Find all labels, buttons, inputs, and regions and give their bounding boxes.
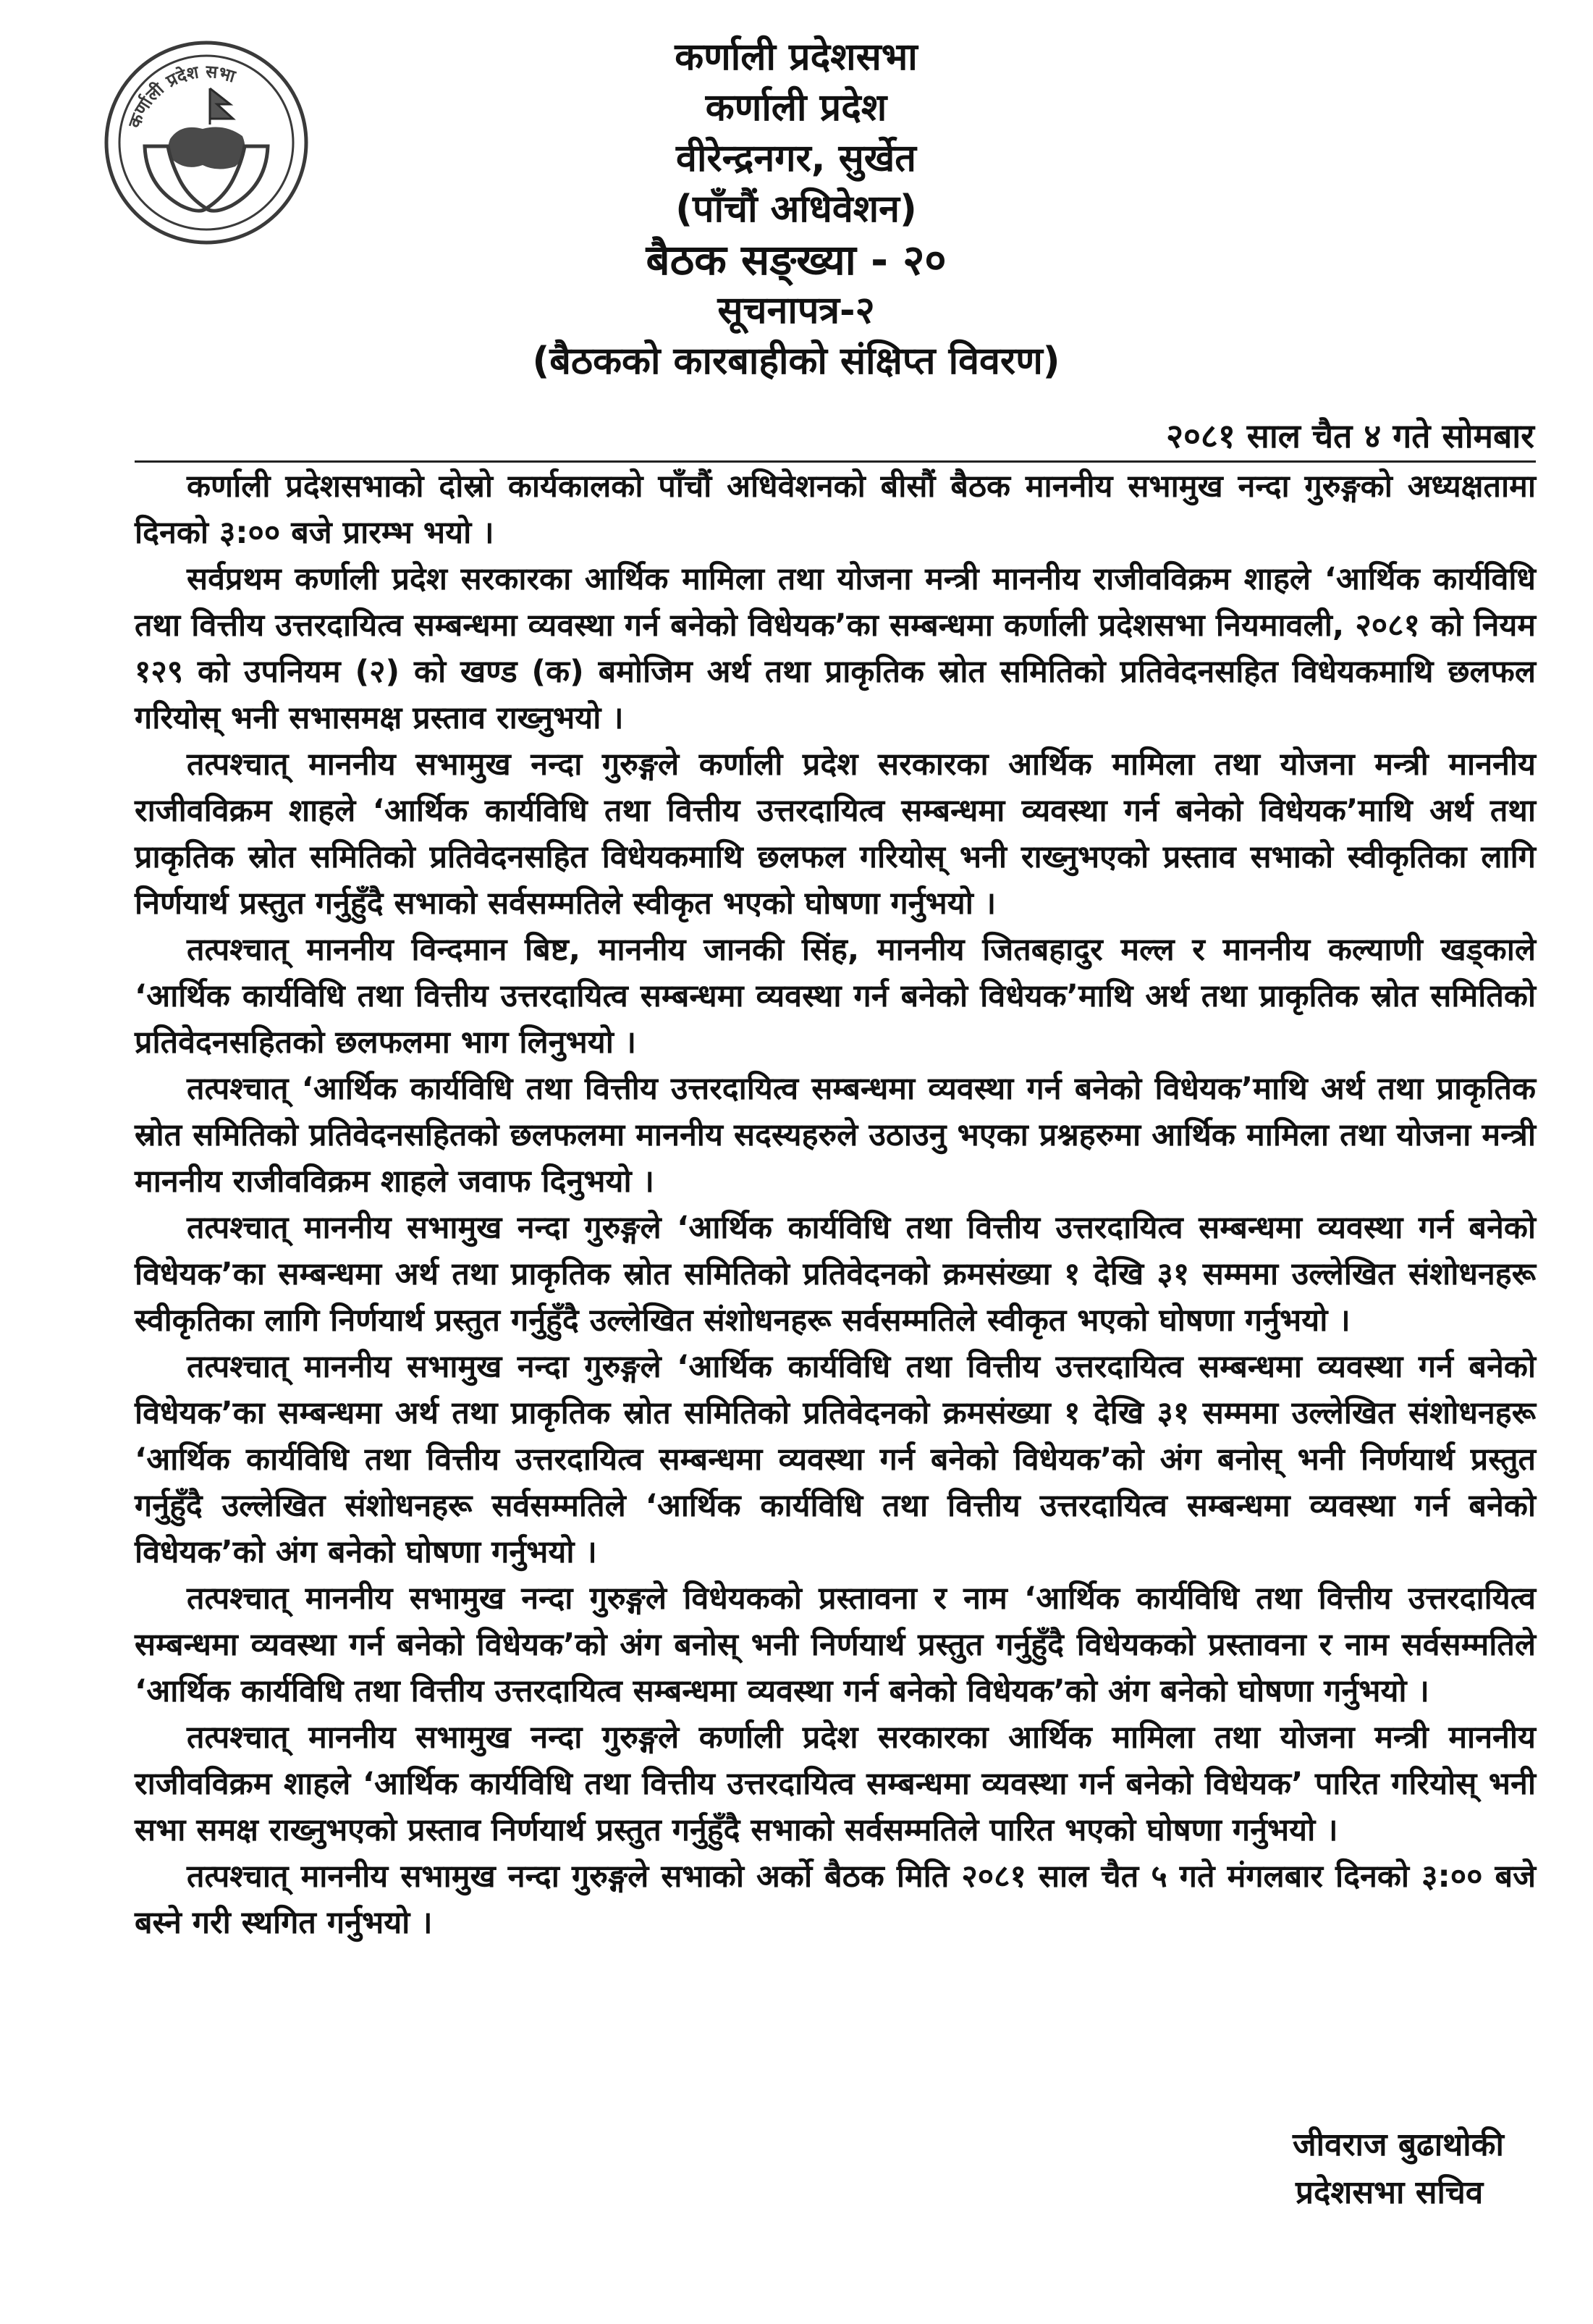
paragraph: तत्पश्चात् माननीय सभामुख नन्दा गुरुङ्गले ‘आर्थिक कार्यविधि तथा वित्तीय उत्तरदायित्व सम्बन्धमा व्यवस्था गर्न बनेको विधेयक’का सम्बन्धमा अर्थ तथा प्राकृतिक स्रोत समितिको प्रतिवेदनको क्रमसंख्या १ देखि ३१ सम्ममा उल्लेखित संशोधनहरू स्वीकृतिका लागि निर्णयार्थ प्रस्तुत गर्नुहुँदै उल्लेखित संशोधनहरू सर्वसम्मतिले स्वीकृत भएको घोषणा गर्नुभयो । — [135, 1210, 1536, 1339]
notice-number: सूचनापत्र-२ — [717, 289, 875, 332]
notice-subtitle: (बैठकको कारबाहीको संक्षिप्त विवरण) — [532, 340, 1060, 383]
session: (पाँचौं अधिवेशन) — [675, 188, 917, 231]
paragraph: सर्वप्रथम कर्णाली प्रदेश सरकारका आर्थिक मामिला तथा योजना मन्त्री माननीय राजीवविक्रम शाहले ‘आर्थिक कार्यविधि तथा वित्तीय उत्तरदायित्व सम्बन्धमा व्यवस्था गर्न बनेको विधेयक’का सम्बन्धमा कर्णाली प्रदेशसभा नियमावली, २०८१ को नियम १२९ को उपनियम (२) को खण्ड (क) बमोजिम अर्थ तथा प्राकृतिक स्रोत समितिको प्रतिवेदनसहित विधेयकमाथि छलफल गरियोस् भनी सभासमक्ष प्रस्ताव राख्नुभयो । — [135, 561, 1536, 736]
paragraph: तत्पश्चात् माननीय सभामुख नन्दा गुरुङ्गले ‘आर्थिक कार्यविधि तथा वित्तीय उत्तरदायित्व सम्बन्धमा व्यवस्था गर्न बनेको विधेयक’का सम्बन्धमा अर्थ तथा प्राकृतिक स्रोत समितिको प्रतिवेदनको क्रमसंख्या १ देखि ३१ सम्ममा उल्लेखित संशोधनहरू ‘आर्थिक कार्यविधि तथा वित्तीय उत्तरदायित्व सम्बन्धमा व्यवस्था गर्न बनेको विधेयक’को अंग बनोस् भनी निर्णयार्थ प्रस्तुत गर्नुहुँदै उल्लेखित संशोधनहरू सर्वसम्मतिले ‘आर्थिक कार्यविधि तथा वित्तीय उत्तरदायित्व सम्बन्धमा व्यवस्था गर्न बनेको विधेयक’को अंग बनेको घोषणा गर्नुभयो । — [135, 1349, 1536, 1570]
paragraph: तत्पश्चात् ‘आर्थिक कार्यविधि तथा वित्तीय उत्तरदायित्व सम्बन्धमा व्यवस्था गर्न बनेको विधेयक’माथि अर्थ तथा प्राकृतिक स्रोत समितिको प्रतिवेदनसहितको छलफलमा माननीय सदस्यहरुले उठाउनु भएका प्रश्नहरुमा आर्थिक मामिला तथा योजना मन्त्री माननीय राजीवविक्रम शाहले जवाफ दिनुभयो । — [135, 1071, 1536, 1200]
signatory-name: जीवराज बुढाथोकी — [1293, 2126, 1504, 2163]
paragraph: तत्पश्चात् माननीय विन्दमान बिष्ट, माननीय जानकी सिंह, माननीय जितबहादुर मल्ल र माननीय कल्याणी खड्काले ‘आर्थिक कार्यविधि तथा वित्तीय उत्तरदायित्व सम्बन्धमा व्यवस्था गर्न बनेको विधेयक’माथि अर्थ तथा प्राकृतिक स्रोत समितिको प्रतिवेदनसहितको छलफलमा भाग लिनुभयो । — [135, 932, 1536, 1061]
location: वीरेन्द्रनगर, सुर्खेत — [676, 137, 916, 180]
signatory-title: प्रदेशसभा सचिव — [1296, 2174, 1484, 2211]
meeting-number: बैठक सङ्ख्या - २० — [646, 235, 947, 285]
paragraph: कर्णाली प्रदेशसभाको दोस्रो कार्यकालको पाँचौं अधिवेशनको बीसौं बैठक माननीय सभामुख नन्दा गुरुङ्गको अध्यक्षतामा दिनको ३:०० बजे प्रारम्भ भयो । — [135, 468, 1536, 551]
assembly-seal-logo — [101, 38, 311, 248]
paragraph: तत्पश्चात् माननीय सभामुख नन्दा गुरुङ्गले कर्णाली प्रदेश सरकारका आर्थिक मामिला तथा योजना मन्त्री माननीय राजीवविक्रम शाहले ‘आर्थिक कार्यविधि तथा वित्तीय उत्तरदायित्व सम्बन्धमा व्यवस्था गर्न बनेको विधेयक’ पारित गरियोस् भनी सभा समक्ष राख्नुभएको प्रस्ताव निर्णयार्थ प्रस्तुत गर्नुहुँदै सभाको सर्वसम्मतिले पारित भएको घोषणा गर्नुभयो । — [135, 1719, 1536, 1848]
paragraph: तत्पश्चात् माननीय सभामुख नन्दा गुरुङ्गले कर्णाली प्रदेश सरकारका आर्थिक मामिला तथा योजना मन्त्री माननीय राजीवविक्रम शाहले ‘आर्थिक कार्यविधि तथा वित्तीय उत्तरदायित्व सम्बन्धमा व्यवस्था गर्न बनेको विधेयक’माथि अर्थ तथा प्राकृतिक स्रोत समितिको प्रतिवेदनसहित विधेयकमाथि छलफल गरियोस् भनी राख्नुभएको प्रस्ताव सभाको स्वीकृतिका लागि निर्णयार्थ प्रस्तुत गर्नुहुँदै सभाको सर्वसम्मतिले स्वीकृत भएको घोषणा गर्नुभयो । — [135, 746, 1536, 922]
notice-header — [405, 32, 1187, 387]
paragraph: तत्पश्चात् माननीय सभामुख नन्दा गुरुङ्गले सभाको अर्को बैठक मिति २०८१ साल चैत ५ गते मंगलबार दिनको ३:०० बजे बस्ने गरी स्थगित गर्नुभयो । — [135, 1858, 1536, 1941]
proceedings-body — [135, 463, 1536, 1946]
signature-block — [1086, 2121, 1520, 2217]
paragraph: तत्पश्चात् माननीय सभामुख नन्दा गुरुङ्गले विधेयकको प्रस्तावना र नाम ‘आर्थिक कार्यविधि तथा वित्तीय उत्तरदायित्व सम्बन्धमा व्यवस्था गर्न बनेको विधेयक’को अंग बनोस् भनी निर्णयार्थ प्रस्तुत गर्नुहुँदै विधेयकको प्रस्तावना र नाम सर्वसम्मतिले ‘आर्थिक कार्यविधि तथा वित्तीय उत्तरदायित्व सम्बन्धमा व्यवस्था गर्न बनेको विधेयक’को अंग बनेको घोषणा गर्नुभयो । — [135, 1580, 1536, 1709]
header-divider — [135, 460, 1536, 463]
assembly-name: कर्णाली प्रदेशसभा — [675, 35, 918, 79]
meeting-date: २०८१ साल चैत ४ गते सोमबार — [1166, 416, 1534, 455]
seal-text: कर्णाली प्रदेश सभा — [124, 61, 238, 131]
province-name: कर्णाली प्रदेश — [705, 86, 887, 130]
